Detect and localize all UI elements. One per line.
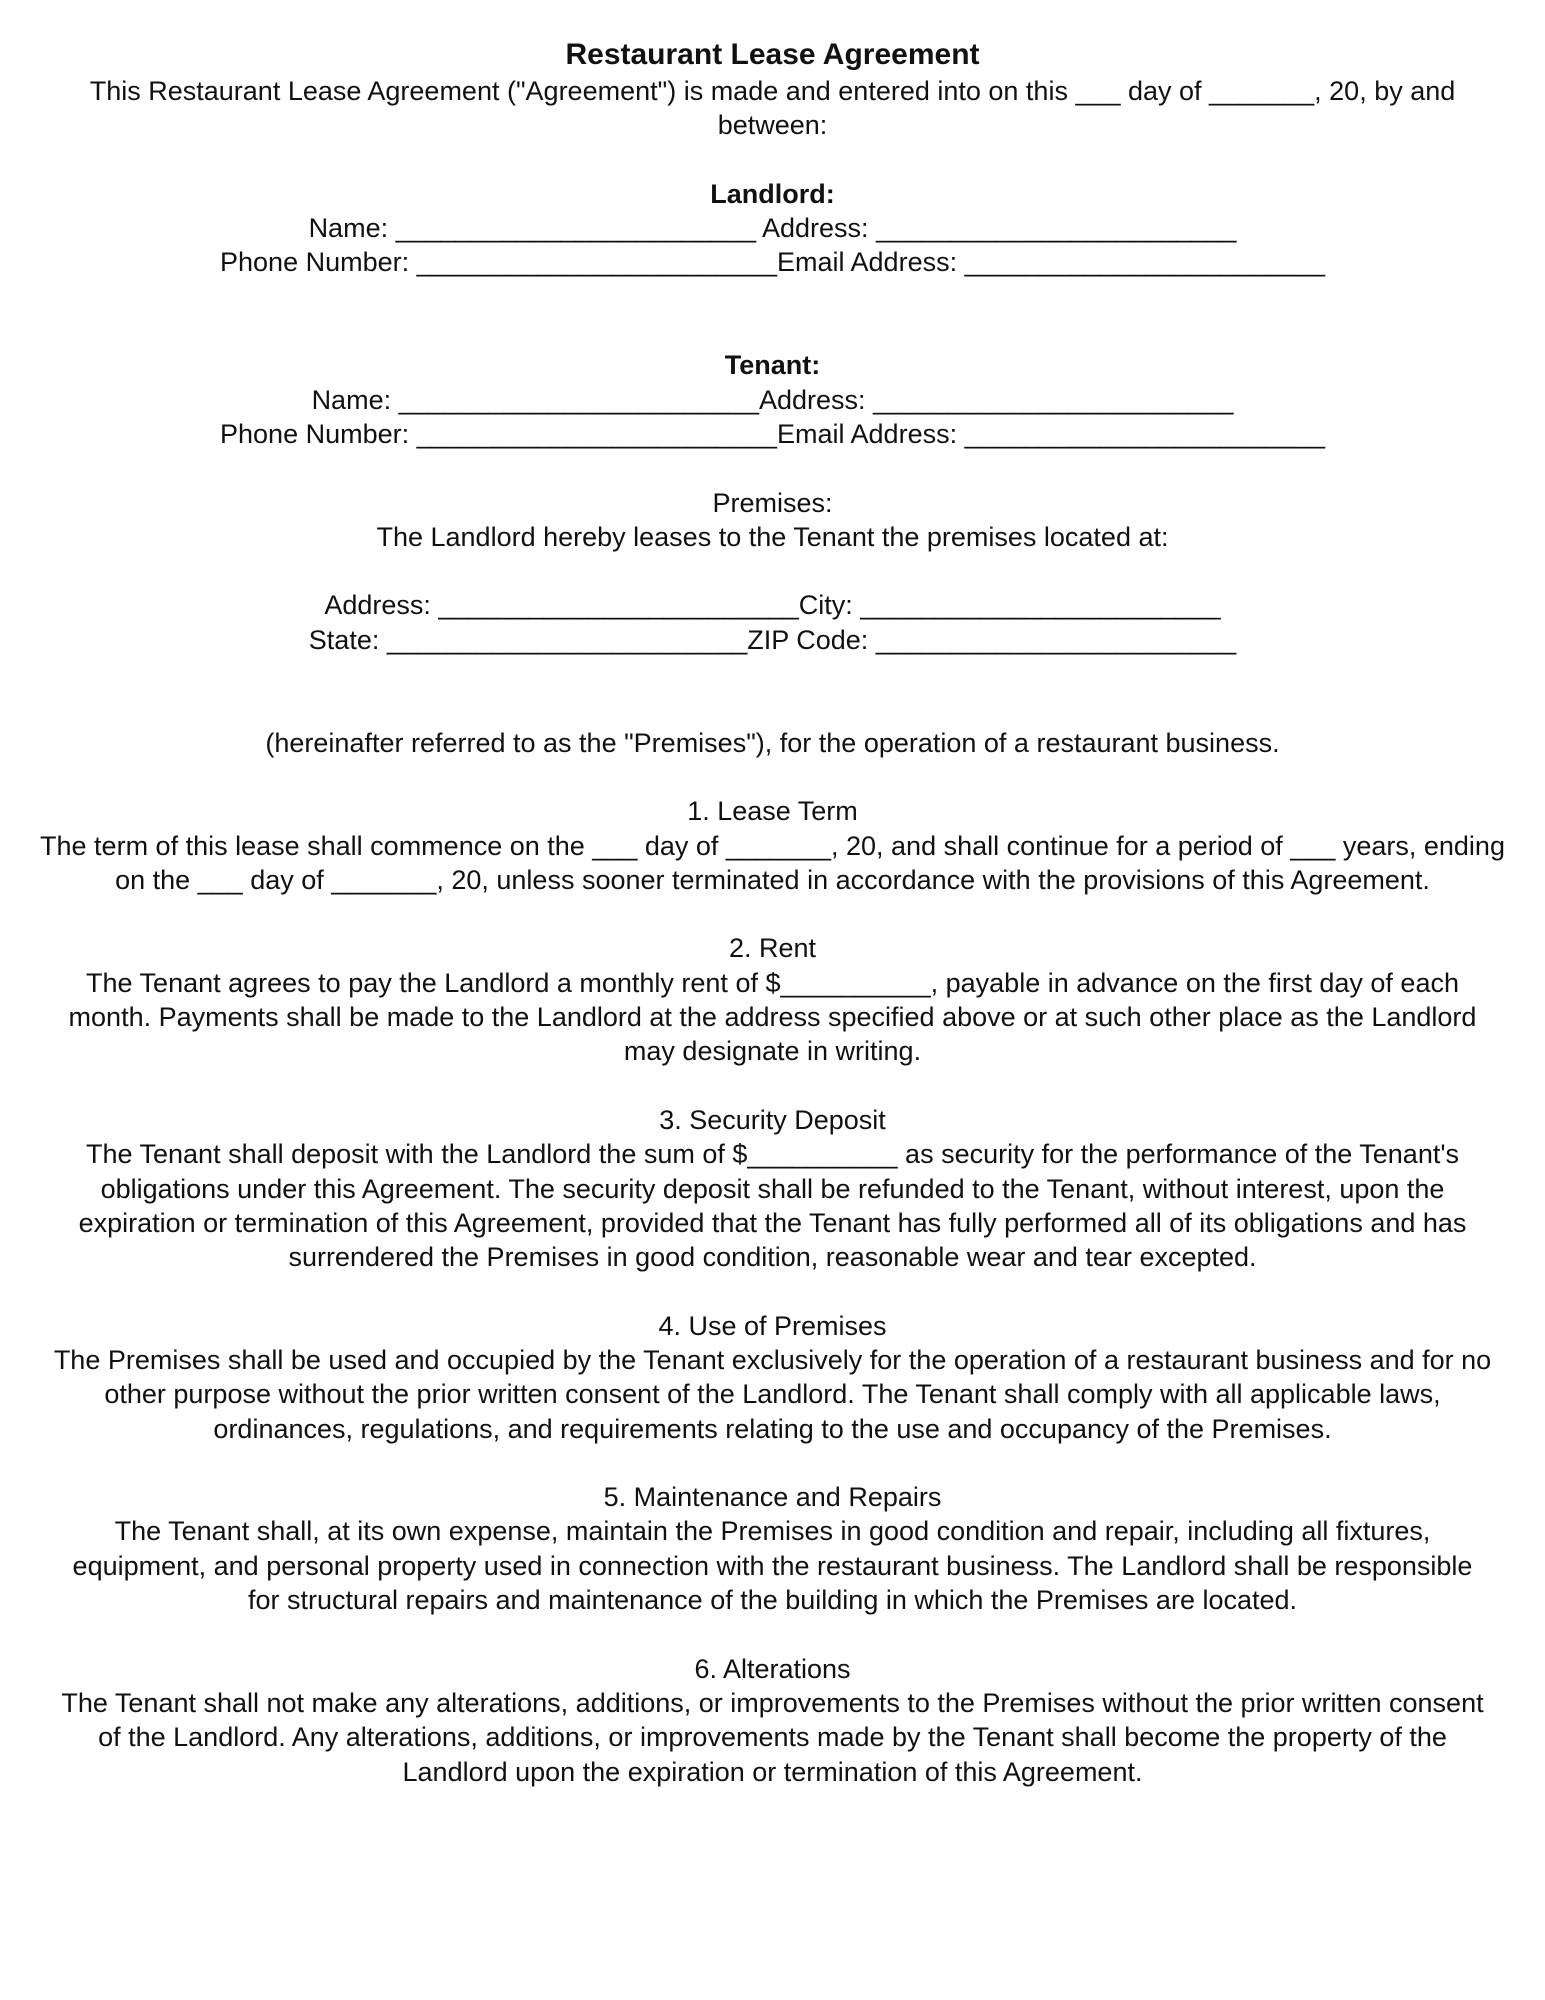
premises-field-row: Address: ________________________City: ________________________	[324, 590, 1221, 621]
section-text-line: The Premises shall be used and occupied by the Tenant exclusively for the operation of a restaurant business and for no	[53, 1344, 1492, 1375]
section-heading: 1. Lease Term	[687, 796, 858, 827]
section-text-line: on the ___ day of _______, 20, unless sooner terminated in accordance with the provisions of this Agreement.	[115, 864, 1430, 895]
section-text-line: The Tenant shall, at its own expense, maintain the Premises in good condition and repair, including all fixtures,	[114, 1516, 1431, 1547]
blank-line	[0, 897, 1545, 931]
section-text-line: may designate in writing.	[623, 1036, 922, 1067]
tenant-field-row: Phone Number: ________________________Email Address: ________________________	[220, 418, 1325, 449]
blank-line	[0, 280, 1545, 314]
tenant-field-row: Name: ________________________Address: ________________________	[311, 384, 1234, 415]
landlord-heading: Landlord:	[710, 178, 835, 209]
blank-line	[0, 451, 1545, 485]
blank-line	[0, 1446, 1545, 1480]
blank-line	[0, 1069, 1545, 1103]
section-text-line: other purpose without the prior written consent of the Landlord. The Tenant shall comply with all applicable laws,	[104, 1379, 1441, 1410]
premises-text: The Landlord hereby leases to the Tenant the premises located at:	[376, 521, 1169, 552]
blank-line	[0, 1274, 1545, 1308]
section-heading: 3. Security Deposit	[659, 1104, 886, 1135]
blank-line	[0, 314, 1545, 348]
section-text-line: expiration or termination of this Agreement, provided that the Tenant has fully performed all of its obligations and has	[78, 1207, 1467, 1238]
hereinafter-text: (hereinafter referred to as the "Premises"), for the operation of a restaurant business.	[265, 727, 1280, 758]
section-heading: 6. Alterations	[694, 1653, 851, 1684]
section-heading: 5. Maintenance and Repairs	[603, 1482, 942, 1513]
section-text-line: The Tenant agrees to pay the Landlord a monthly rent of $__________, payable in advance on the first day of each	[86, 967, 1459, 998]
premises-field-row: State: ________________________ZIP Code: ________________________	[308, 624, 1237, 655]
section-text-line: Landlord upon the expiration or termination of this Agreement.	[402, 1756, 1143, 1787]
section-text-line: equipment, and personal property used in connection with the restaurant business. The Landlord shall be responsible	[72, 1550, 1473, 1581]
premises-heading: Premises:	[712, 487, 833, 518]
blank-line	[0, 143, 1545, 177]
blank-line	[0, 760, 1545, 794]
blank-line	[0, 554, 1545, 588]
lease-document	[0, 36, 1545, 1789]
section-text-line: of the Landlord. Any alterations, additions, or improvements made by the Tenant shall become the property of the	[98, 1722, 1447, 1753]
document-title: Restaurant Lease Agreement	[565, 38, 980, 71]
section-text-line: for structural repairs and maintenance of the building in which the Premises are located.	[247, 1585, 1298, 1616]
section-text-line: The term of this lease shall commence on the ___ day of _______, 20, and shall continue for a period of ___ years, ending	[40, 830, 1505, 861]
section-text-line: obligations under this Agreement. The security deposit shall be refunded to the Tenant, without interest, upon the	[100, 1173, 1445, 1204]
section-text-line: ordinances, regulations, and requirements relating to the use and occupancy of the Premises.	[213, 1413, 1332, 1444]
blank-line	[0, 1617, 1545, 1651]
blank-line	[0, 691, 1545, 725]
landlord-field-row: Name: ________________________ Address: ________________________	[308, 213, 1237, 244]
intro-line: between:	[717, 110, 828, 141]
landlord-field-row: Phone Number: ________________________Email Address: ________________________	[220, 247, 1325, 278]
section-text-line: month. Payments shall be made to the Landlord at the address specified above or at such other place as the Landlord	[68, 1002, 1477, 1033]
section-text-line: surrendered the Premises in good condition, reasonable wear and tear excepted.	[288, 1242, 1257, 1273]
section-text-line: The Tenant shall deposit with the Landlord the sum of $__________ as security for the performance of the Tenant's	[85, 1139, 1460, 1170]
tenant-heading: Tenant:	[724, 350, 821, 381]
section-text-line: The Tenant shall not make any alterations, additions, or improvements to the Premises without the prior written consent	[61, 1687, 1484, 1718]
section-heading: 4. Use of Premises	[658, 1310, 887, 1341]
section-heading: 2. Rent	[728, 933, 817, 964]
blank-line	[0, 657, 1545, 691]
intro-line: This Restaurant Lease Agreement ("Agreement") is made and entered into on this ___ day of _______, 20, by and	[89, 76, 1456, 106]
